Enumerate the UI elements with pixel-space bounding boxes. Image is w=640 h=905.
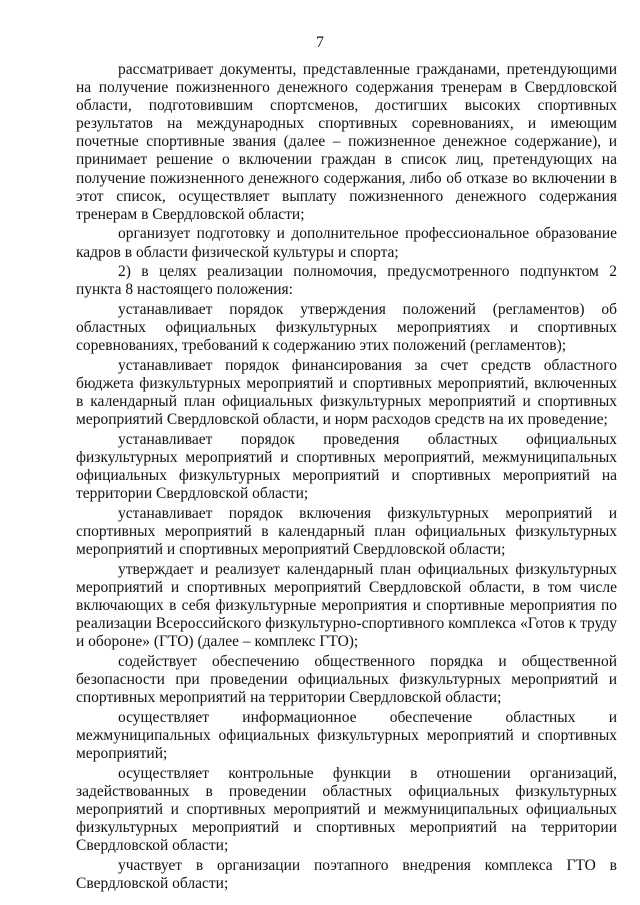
paragraph: осуществляет контрольные функции в отношении организаций, задействованных в проведении областных официальных физкультурных мероприятий и спортивных мероприятий и межмуниципальных официальных физкультурных мероприятий и спортивных мероприятий на территории Свердловской области; [76,764,617,854]
paragraph: устанавливает порядок утверждения положений (регламентов) об областных официальных физкультурных мероприятиях и спортивных соревнованиях, требований к содержанию этих положений (регламентов); [76,301,617,355]
paragraph: организует подготовку и дополнительное профессиональное образование кадров в области физической культуры и спорта; [76,225,617,261]
paragraph: устанавливает порядок включения физкультурных мероприятий и спортивных мероприятий в календарный план официальных физкультурных мероприятий и спортивных мероприятий Свердловской области; [76,504,617,558]
paragraph: осуществляет информационное обеспечение областных и межмуниципальных официальных физкультурных мероприятий и спортивных мероприятий; [76,708,617,762]
paragraph: устанавливает порядок проведения областных официальных физкультурных мероприятий и спортивных мероприятий, межмуниципальных официальных физкультурных мероприятий и спортивных мероприятий на территории Свердловской области; [76,430,617,503]
paragraph: утверждает и реализует календарный план официальных физкультурных мероприятий и спортивных мероприятий Свердловской области, в том числе включающих в себя физкультурные мероприятия и спортивные мероприятия по реализации Всероссийского физкультурно-спортивного комплекса «Готов к труду и обороне» (ГТО) (далее – комплекс ГТО); [76,560,617,651]
paragraph: рассматривает документы, представленные гражданами, претендующими на получение пожизненного денежного содержания тренерам в Свердловской области, подготовившим спортсменов, достигших высоких спортивных результатов на международных спортивных соревнованиях, и имеющим почетные спортивные звания (далее – пожизненное денежное содержание), и принимает решение о включении граждан в список лиц, претендующих на получение пожизненного денежного содержания, либо об отказе во включении в этот список, осуществляет выплату пожизненного денежного содержания тренерам в Свердловской области; [76,61,617,223]
paragraph: 2) в целях реализации полномочия, предусмотренного подпунктом 2 пункта 8 настоящего положения: [76,263,617,299]
paragraph: содействует обеспечению общественного порядка и общественной безопасности при проведении официальных физкультурных мероприятий и спортивных мероприятий на территории Свердловской области; [76,652,617,706]
paragraph: участвует в организации поэтапного внедрения комплекса ГТО в Свердловской области; [76,856,617,892]
paragraph: устанавливает порядок финансирования за счет средств областного бюджета физкультурных мероприятий и спортивных мероприятий, включенных в календарный план официальных физкультурных мероприятий и спортивных мероприятий Свердловской области, и норм расходов средств на их проведение; [76,356,617,429]
document-body [76,61,617,894]
page-number: 7 [316,34,324,51]
